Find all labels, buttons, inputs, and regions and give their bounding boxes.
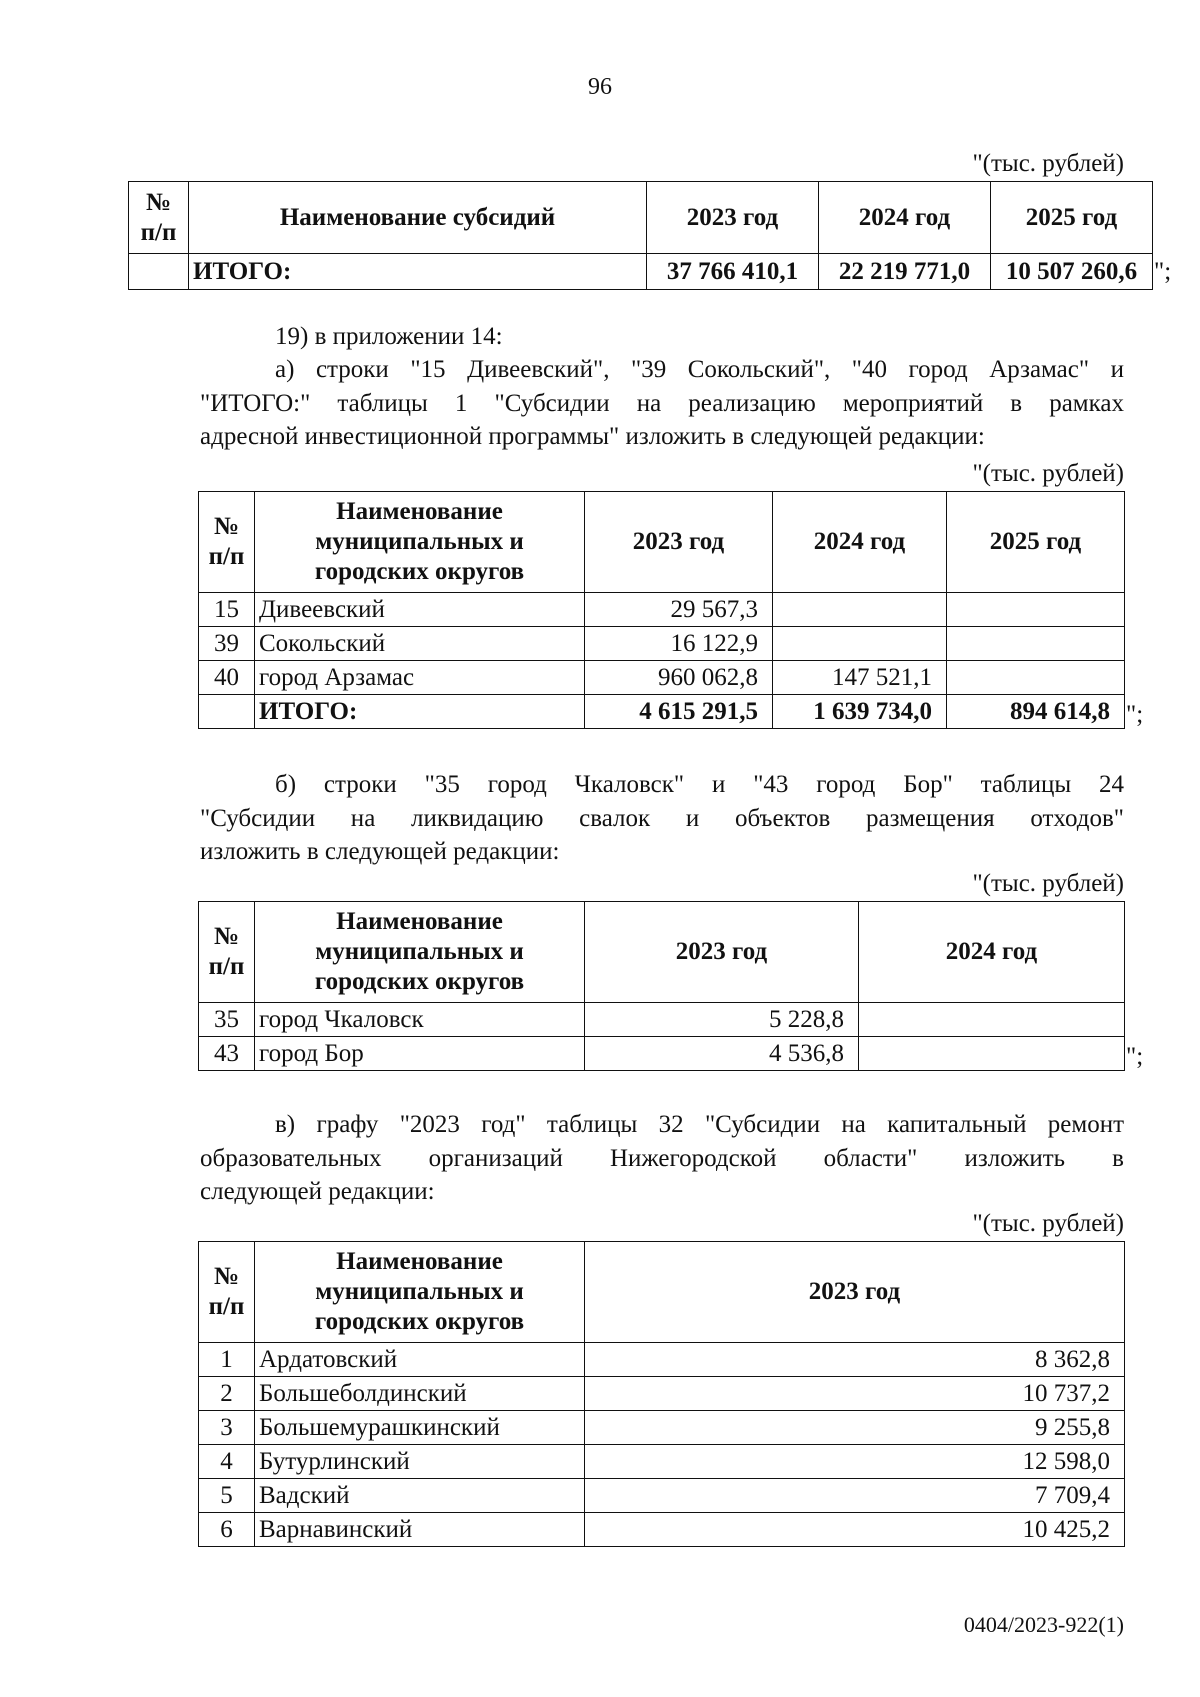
row-name: Вадский xyxy=(255,1479,585,1513)
row-2023: 29 567,3 xyxy=(585,593,773,627)
closing-quote: "; xyxy=(1126,1043,1144,1070)
row-name: Сокольский xyxy=(255,627,585,661)
row-2024 xyxy=(859,1003,1125,1037)
page-number: 96 xyxy=(588,74,612,100)
row-number: 39 xyxy=(199,627,255,661)
row-2023: 16 122,9 xyxy=(585,627,773,661)
unit-label: "(тыс. рублей) xyxy=(972,870,1124,897)
table-32-capital-repair xyxy=(198,1241,1125,1547)
item-b-paragraph xyxy=(200,768,1124,869)
col-subsidy-name-header: Наименование субсидий xyxy=(189,182,647,254)
col-2024-header: 2024 год xyxy=(819,182,991,254)
row-2023: 7 709,4 xyxy=(585,1479,1125,1513)
paragraph-line: адресной инвестиционной программы" изложить в следующей редакции: xyxy=(200,423,985,450)
table-24-landfills xyxy=(198,901,1125,1071)
row-2024 xyxy=(773,627,947,661)
paragraph-line: следующей редакции: xyxy=(200,1178,435,1205)
unit-label: "(тыс. рублей) xyxy=(972,460,1124,487)
row-2023: 5 228,8 xyxy=(585,1003,859,1037)
row-number: 15 xyxy=(199,593,255,627)
row-name: Ардатовский xyxy=(255,1343,585,1377)
col-municipality-header: Наименование муниципальных и городских округов xyxy=(255,1242,585,1343)
table-row xyxy=(199,661,1125,695)
row-2024: 147 521,1 xyxy=(773,661,947,695)
table-row xyxy=(199,1343,1125,1377)
col-number-header: № п/п xyxy=(199,1242,255,1343)
row-2023: 10 425,2 xyxy=(585,1513,1125,1547)
row-2023: 12 598,0 xyxy=(585,1445,1125,1479)
item-19-heading: 19) в приложении 14: xyxy=(275,323,503,350)
total-label: ИТОГО: xyxy=(189,254,647,290)
col-2024-header: 2024 год xyxy=(859,902,1125,1003)
paragraph-line: "Субсидии на ликвидацию свалок и объектов размещения отходов" xyxy=(200,804,1124,832)
document-code: 0404/2023-922(1) xyxy=(963,1612,1124,1637)
closing-quote: "; xyxy=(1154,258,1172,285)
row-2023: 8 362,8 xyxy=(585,1343,1125,1377)
paragraph-line: в) графу "2023 год" таблицы 32 "Субсидии на капитальный ремонт xyxy=(275,1111,1124,1138)
totals-table xyxy=(128,181,1153,290)
item-a-paragraph xyxy=(200,353,1124,454)
row-number: 1 xyxy=(199,1343,255,1377)
row-number: 5 xyxy=(199,1479,255,1513)
col-2023-header: 2023 год xyxy=(585,902,859,1003)
table-row xyxy=(199,1377,1125,1411)
paragraph-line: изложить в следующей редакции: xyxy=(200,838,560,865)
row-number xyxy=(199,695,255,729)
row-name: Большемурашкинский xyxy=(255,1411,585,1445)
row-number: 4 xyxy=(199,1445,255,1479)
paragraph-line: образовательных организаций Нижегородской области" изложить в xyxy=(200,1144,1124,1172)
row-name: город Бор xyxy=(255,1037,585,1071)
row-2025 xyxy=(947,661,1125,695)
table-row xyxy=(199,1513,1125,1547)
row-2024 xyxy=(773,593,947,627)
paragraph-line: б) строки "35 город Чкаловск" и "43 город Бор" таблицы 24 xyxy=(275,771,1124,798)
col-2024-header: 2024 год xyxy=(773,492,947,593)
total-row xyxy=(199,695,1125,729)
row-2024 xyxy=(859,1037,1125,1071)
unit-label: "(тыс. рублей) xyxy=(972,1210,1124,1237)
col-2023-header: 2023 год xyxy=(585,1242,1125,1343)
col-number-header: № п/п xyxy=(199,492,255,593)
total-2024: 22 219 771,0 xyxy=(819,254,991,290)
paragraph-line: а) строки "15 Дивеевский", "39 Сокольский", "40 город Арзамас" и xyxy=(275,356,1124,383)
col-2025-header: 2025 год xyxy=(991,182,1153,254)
col-2023-header: 2023 год xyxy=(585,492,773,593)
row-number: 40 xyxy=(199,661,255,695)
row-2023: 10 737,2 xyxy=(585,1377,1125,1411)
row-number: 3 xyxy=(199,1411,255,1445)
table-row xyxy=(199,1003,1125,1037)
row-name: Дивеевский xyxy=(255,593,585,627)
row-number: 43 xyxy=(199,1037,255,1071)
col-number-header: № п/п xyxy=(129,182,189,254)
table-row xyxy=(199,627,1125,661)
total-2024: 1 639 734,0 xyxy=(773,695,947,729)
row-name: Бутурлинский xyxy=(255,1445,585,1479)
row-name: город Чкаловск xyxy=(255,1003,585,1037)
total-2025: 894 614,8 xyxy=(947,695,1125,729)
row-2025 xyxy=(947,593,1125,627)
total-label: ИТОГО: xyxy=(255,695,585,729)
row-2023: 4 536,8 xyxy=(585,1037,859,1071)
row-2023: 9 255,8 xyxy=(585,1411,1125,1445)
table-1-investment xyxy=(198,491,1125,729)
paragraph-line: "ИТОГО:" таблицы 1 "Субсидии на реализацию мероприятий в рамках xyxy=(200,389,1124,417)
table-row xyxy=(199,1445,1125,1479)
row-name: Большеболдинский xyxy=(255,1377,585,1411)
col-number-header: № п/п xyxy=(199,902,255,1003)
closing-quote: "; xyxy=(1126,701,1144,728)
table-row xyxy=(199,593,1125,627)
row-name: город Арзамас xyxy=(255,661,585,695)
total-2023: 37 766 410,1 xyxy=(647,254,819,290)
table-row xyxy=(199,1411,1125,1445)
unit-label: "(тыс. рублей) xyxy=(972,150,1124,177)
row-number: 35 xyxy=(199,1003,255,1037)
table-row xyxy=(199,1479,1125,1513)
row-2025 xyxy=(947,627,1125,661)
item-c-paragraph xyxy=(200,1108,1124,1209)
total-number-cell xyxy=(129,254,189,290)
total-2025: 10 507 260,6 xyxy=(991,254,1153,290)
row-number: 2 xyxy=(199,1377,255,1411)
col-2025-header: 2025 год xyxy=(947,492,1125,593)
total-2023: 4 615 291,5 xyxy=(585,695,773,729)
col-municipality-header: Наименование муниципальных и городских округов xyxy=(255,902,585,1003)
col-municipality-header: Наименование муниципальных и городских округов xyxy=(255,492,585,593)
row-name: Варнавинский xyxy=(255,1513,585,1547)
col-2023-header: 2023 год xyxy=(647,182,819,254)
row-2023: 960 062,8 xyxy=(585,661,773,695)
row-number: 6 xyxy=(199,1513,255,1547)
table-row xyxy=(199,1037,1125,1071)
